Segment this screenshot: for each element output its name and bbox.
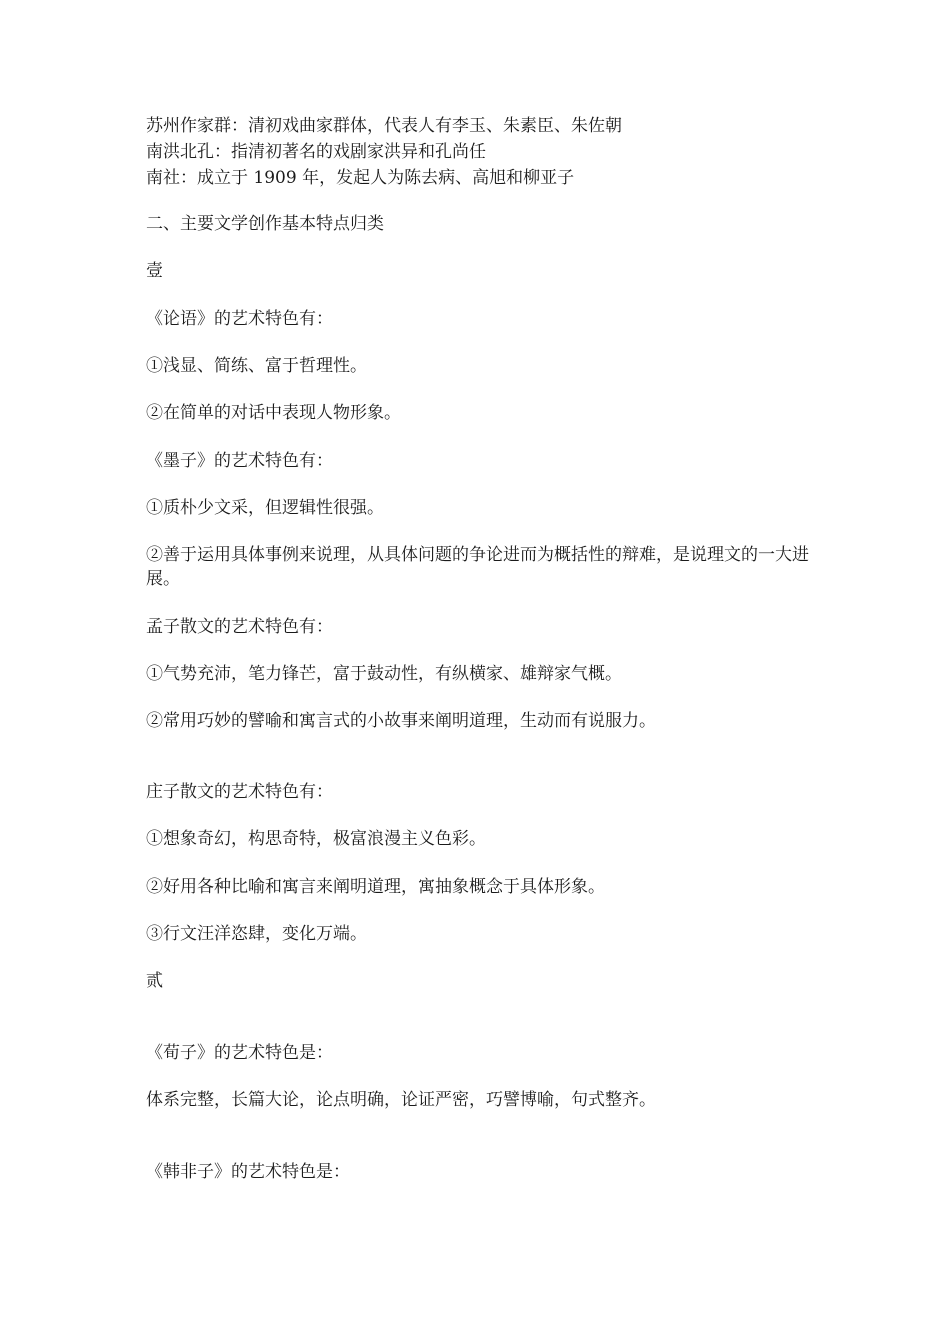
item-heading-xunzi: 《荀子》的艺术特色是： (146, 1043, 333, 1063)
list-item: ②善于运用具体事例来说理，从具体问题的争论进而为概括性的辩难，是说理文的一大进展。 (146, 545, 809, 589)
item-heading-mengzi: 孟子散文的艺术特色有： (146, 617, 333, 637)
list-item: ①想象奇幻，构思奇特，极富浪漫主义色彩。 (146, 829, 486, 849)
list-item: ②好用各种比喻和寓言来阐明道理，寓抽象概念于具体形象。 (146, 877, 605, 897)
item-heading-mozi: 《墨子》的艺术特色有： (146, 451, 333, 471)
list-item: ②在简单的对话中表现人物形象。 (146, 403, 401, 423)
list-item: ①浅显、简练、富于哲理性。 (146, 356, 367, 376)
body-text: 体系完整，长篇大论，论点明确，论证严密，巧譬博喻，句式整齐。 (146, 1090, 656, 1110)
list-item: ①质朴少文采，但逻辑性很强。 (146, 498, 384, 518)
text-line-nanshe: 南社：成立于 1909 年，发起人为陈去病、高旭和柳亚子 (146, 168, 575, 188)
item-heading-zhuangzi: 庄子散文的艺术特色有： (146, 782, 333, 802)
list-item: ②常用巧妙的譬喻和寓言式的小故事来阐明道理，生动而有说服力。 (146, 711, 656, 731)
subsection-label-1: 壹 (146, 261, 163, 281)
list-item: ①气势充沛，笔力锋芒，富于鼓动性，有纵横家、雄辩家气概。 (146, 664, 622, 684)
subsection-label-2: 贰 (146, 971, 163, 991)
item-heading-hanfeizi: 《韩非子》的艺术特色是： (146, 1162, 350, 1182)
list-item: ③行文汪洋恣肆，变化万端。 (146, 924, 367, 944)
item-heading-lunyu: 《论语》的艺术特色有： (146, 309, 333, 329)
text-line-nanhong-beikong: 南洪北孔：指清初著名的戏剧家洪异和孔尚任 (146, 142, 486, 162)
text-line-suzhou-writers: 苏州作家群：清初戏曲家群体，代表人有李玉、朱素臣、朱佐朝 (146, 116, 622, 136)
section-heading: 二、主要文学创作基本特点归类 (146, 214, 384, 234)
